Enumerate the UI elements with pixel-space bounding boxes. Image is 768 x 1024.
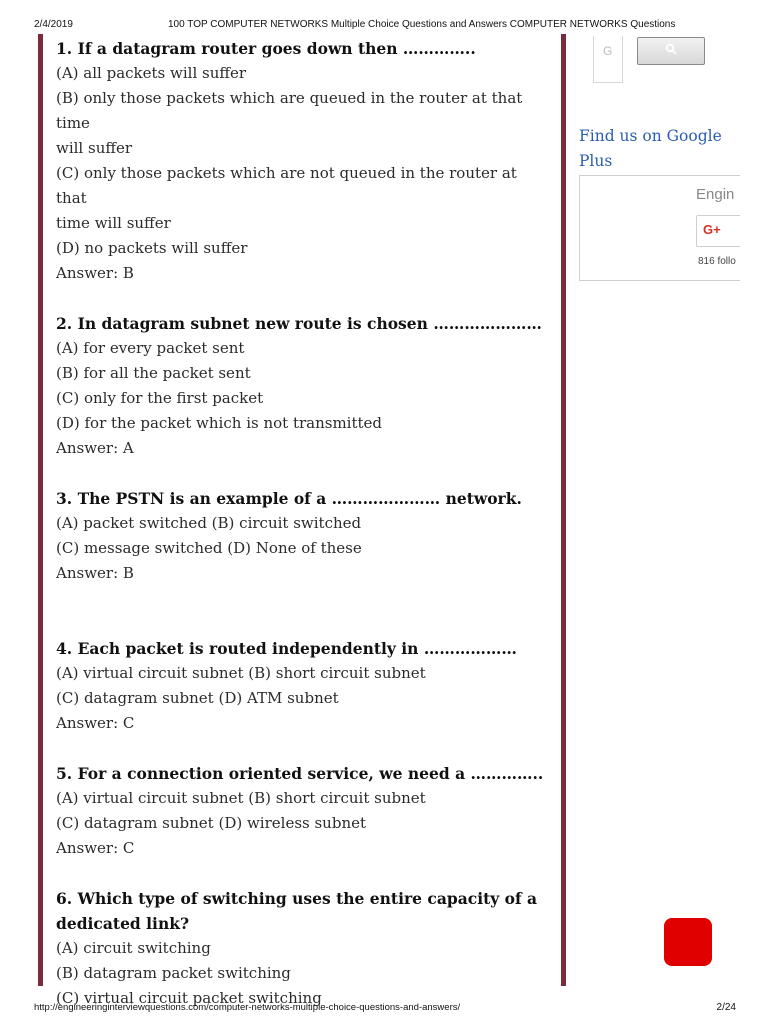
question-option: (A) packet switched (B) circuit switched (56, 514, 362, 532)
floating-action-button[interactable] (664, 918, 712, 966)
question-title: 6. Which type of switching uses the entire capacity of a (56, 889, 538, 908)
print-footer (0, 994, 768, 1024)
question-option: time will suffer (56, 214, 171, 232)
question-option: (A) virtual circuit subnet (B) short circuit subnet (56, 789, 426, 807)
question-title: 2. In datagram subnet new route is chosen ………………… (56, 314, 542, 333)
question-1 (56, 36, 552, 286)
print-header (0, 0, 768, 34)
question-option: (A) virtual circuit subnet (B) short circuit subnet (56, 664, 426, 682)
gplus-follow-button[interactable] (696, 215, 740, 247)
question-option: (B) for all the packet sent (56, 364, 251, 382)
question-title: dedicated link? (56, 914, 190, 933)
search-button[interactable] (637, 37, 705, 65)
gplus-page-name[interactable]: Engin (696, 186, 735, 203)
question-option: (C) only for the first packet (56, 389, 264, 407)
question-title: 1. If a datagram router goes down then ………….. (56, 39, 476, 58)
search-input[interactable] (593, 36, 623, 83)
question-option: (C) only those packets which are not queued in the router at that (56, 164, 517, 207)
print-document-title: 100 TOP COMPUTER NETWORKS Multiple Choice Questions and Answers COMPUTER NETWORKS Questions (168, 19, 676, 30)
question-option: (B) only those packets which are queued in the router at that time (56, 89, 523, 132)
question-option: (C) message switched (D) None of these (56, 539, 362, 557)
gplus-follower-count: 816 follo (698, 256, 736, 267)
question-answer: Answer: B (56, 264, 134, 282)
magnifier-icon (665, 43, 677, 55)
google-logo-icon: G (603, 44, 613, 58)
question-option: (A) for every packet sent (56, 339, 245, 357)
question-4 (56, 636, 552, 736)
content-border-left (38, 34, 43, 986)
google-plus-widget (579, 175, 740, 281)
question-answer: Answer: B (56, 564, 134, 582)
question-answer: Answer: C (56, 839, 135, 857)
google-plus-heading: Find us on Google Plus (579, 127, 722, 170)
question-option: (C) virtual circuit packet switching (56, 989, 322, 1007)
sidebar (577, 34, 768, 294)
question-6 (56, 886, 552, 1011)
question-list (56, 36, 552, 1011)
question-answer: Answer: A (56, 439, 134, 457)
question-option: (C) datagram subnet (D) wireless subnet (56, 814, 367, 832)
question-answer: Answer: C (56, 714, 135, 732)
question-2 (56, 311, 552, 461)
question-5 (56, 761, 552, 861)
print-date: 2/4/2019 (34, 19, 73, 30)
question-option: will suffer (56, 139, 133, 157)
question-option: (A) all packets will suffer (56, 64, 247, 82)
question-option: (A) circuit switching (56, 939, 211, 957)
question-title: 4. Each packet is routed independently in ……………… (56, 639, 517, 658)
question-option: (B) datagram packet switching (56, 964, 291, 982)
google-plus-icon: G+ (703, 222, 721, 237)
question-title: 3. The PSTN is an example of a ………………… network. (56, 489, 522, 508)
question-option: (D) for the packet which is not transmitted (56, 414, 382, 432)
question-option: (D) no packets will suffer (56, 239, 248, 257)
content-border-right (561, 34, 566, 986)
print-url: http://engineeringinterviewquestions.com/computer-networks-multiple-choice-questions-and-answers/ (34, 1002, 461, 1013)
question-title: 5. For a connection oriented service, we need a ………….. (56, 764, 544, 783)
question-option: (C) datagram subnet (D) ATM subnet (56, 689, 339, 707)
question-3 (56, 486, 552, 586)
print-page-number: 2/24 (716, 1002, 736, 1013)
